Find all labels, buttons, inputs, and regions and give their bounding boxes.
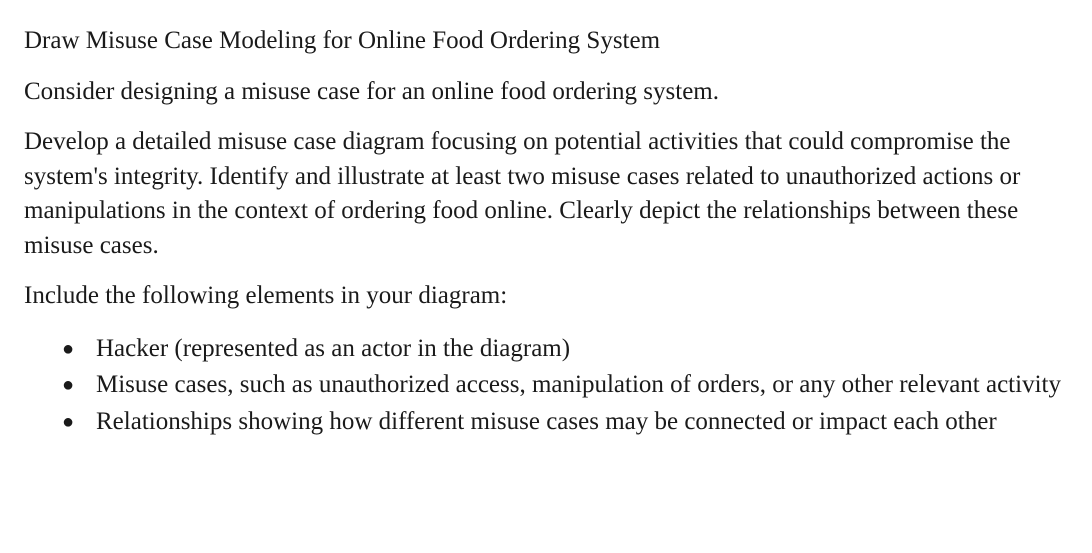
document-title: Draw Misuse Case Modeling for Online Food Ordering System: [24, 27, 661, 54]
requirements-list: [24, 332, 1068, 440]
list-item-text: Hacker (represented as an actor in the diagram): [96, 334, 571, 362]
list-item-text: Misuse cases, such as unauthorized access, manipulation of orders, or any other relevant activity: [96, 371, 1061, 398]
list-item-misuse-cases: [24, 368, 1068, 403]
bullet-icon: ●: [62, 410, 75, 433]
list-item-relationships: [24, 405, 1068, 440]
intro-paragraph: Consider designing a misuse case for an online food ordering system.: [24, 77, 719, 105]
include-heading: Include the following elements in your diagram:: [24, 282, 508, 309]
bullet-icon: ●: [62, 374, 75, 396]
list-item-text: Relationships showing how different misuse cases may be connected or impact each other: [96, 407, 997, 435]
list-item-hacker: [24, 332, 1068, 367]
task-paragraph: Develop a detailed misuse case diagram focusing on potential activities that could compromise the system's integrity. Identify and illustrate at least two misuse cases related to unauthorized actions or manipulations in the context of ordering food online. Clearly depict the relationships between these misuse cases.: [24, 128, 1021, 259]
bullet-icon: ●: [62, 337, 75, 360]
